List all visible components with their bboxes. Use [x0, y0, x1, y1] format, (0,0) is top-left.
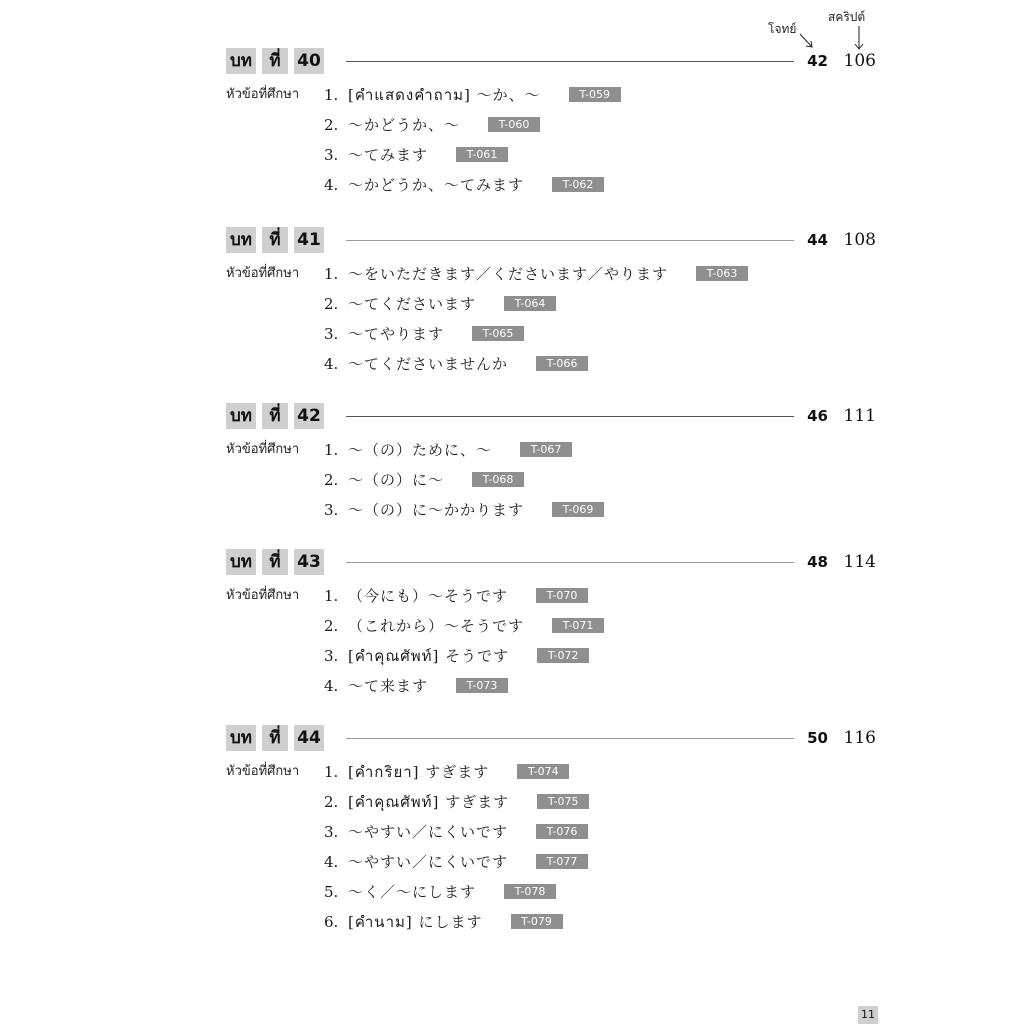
exercise-column-label: โจทย์ — [768, 22, 797, 36]
item-number: 3. — [324, 647, 339, 665]
topic-item — [324, 263, 748, 293]
item-number: 2. — [324, 793, 339, 811]
audio-track-badge: T-072 — [537, 648, 589, 663]
topic-list — [324, 585, 604, 705]
divider-rule — [346, 416, 794, 417]
item-text: ～てくださいませんか — [348, 355, 509, 373]
audio-track-badge: T-062 — [552, 177, 604, 192]
item-number: 2. — [324, 617, 339, 635]
topic-item — [324, 645, 604, 675]
topic-label: หัวข้อที่ศึกษา — [226, 266, 300, 281]
divider-rule — [346, 240, 794, 241]
topic-item — [324, 174, 621, 204]
item-text: ～てくださいます — [348, 295, 477, 313]
exercise-page: 48 — [807, 553, 828, 571]
audio-track-badge: T-076 — [536, 824, 588, 839]
lesson-header — [226, 48, 876, 74]
topic-item — [324, 851, 589, 881]
audio-track-badge: T-059 — [569, 87, 621, 102]
page-number: 11 — [858, 1006, 878, 1024]
topic-item — [324, 585, 604, 615]
item-text: [คำนาม] にします — [348, 913, 483, 931]
lesson-word-chip: บท — [226, 48, 256, 74]
divider-rule — [346, 738, 794, 739]
topic-item — [324, 615, 604, 645]
lesson-number-chip: 43 — [294, 549, 324, 575]
lesson-section — [226, 549, 876, 695]
divider-rule — [346, 61, 794, 62]
topic-label: หัวข้อที่ศึกษา — [226, 87, 300, 102]
lesson-number-chip: 44 — [294, 725, 324, 751]
item-number: 1. — [324, 441, 339, 459]
topic-list — [324, 263, 748, 383]
item-text: ～（の）に～ — [348, 471, 445, 489]
item-number: 4. — [324, 853, 339, 871]
topic-item — [324, 353, 748, 383]
audio-track-badge: T-061 — [456, 147, 508, 162]
topic-item — [324, 439, 604, 469]
topic-item — [324, 144, 621, 174]
audio-track-badge: T-071 — [552, 618, 604, 633]
topic-item — [324, 675, 604, 705]
item-text: ～をいただきます／くださいます／やります — [348, 265, 669, 283]
item-number: 3. — [324, 146, 339, 164]
script-column-label: สคริปต์ — [828, 10, 866, 24]
item-text: [คำกริยา] すぎます — [348, 763, 490, 781]
item-number: 4. — [324, 677, 339, 695]
topic-item — [324, 499, 604, 529]
lesson-thi-chip: ที่ — [262, 48, 288, 74]
lesson-section — [226, 725, 876, 931]
item-number: 1. — [324, 86, 339, 104]
item-text: ～やすい／にくいです — [348, 853, 509, 871]
lesson-section — [226, 227, 876, 373]
topic-label: หัวข้อที่ศึกษา — [226, 588, 300, 603]
item-number: 1. — [324, 265, 339, 283]
item-number: 3. — [324, 823, 339, 841]
topic-item — [324, 323, 748, 353]
item-number: 3. — [324, 501, 339, 519]
lesson-word-chip: บท — [226, 403, 256, 429]
item-number: 4. — [324, 176, 339, 194]
item-number: 2. — [324, 116, 339, 134]
item-text: ～かどうか、～てみます — [348, 176, 525, 194]
topic-item — [324, 293, 748, 323]
lesson-header — [226, 403, 876, 429]
item-number: 3. — [324, 325, 339, 343]
audio-track-badge: T-075 — [537, 794, 589, 809]
exercise-page: 50 — [807, 729, 828, 747]
script-page: 106 — [843, 51, 876, 71]
script-page: 108 — [843, 230, 876, 250]
item-number: 2. — [324, 471, 339, 489]
lesson-thi-chip: ที่ — [262, 725, 288, 751]
item-text: ～て来ます — [348, 677, 429, 695]
script-page: 116 — [843, 728, 876, 748]
audio-track-badge: T-063 — [696, 266, 748, 281]
audio-track-badge: T-064 — [504, 296, 556, 311]
divider-rule — [346, 562, 794, 563]
topic-item — [324, 114, 621, 144]
topic-list — [324, 84, 621, 204]
item-text: （これから）～そうです — [348, 617, 525, 635]
item-text: ～やすい／にくいです — [348, 823, 509, 841]
topic-item — [324, 821, 589, 851]
item-text: [คำแสดงคำถาม] ～か、～ — [348, 86, 541, 104]
script-arrow-icon — [855, 26, 863, 49]
exercise-page: 44 — [807, 231, 828, 249]
lesson-section — [226, 403, 876, 519]
lesson-header — [226, 725, 876, 751]
lesson-number-chip: 41 — [294, 227, 324, 253]
exercise-page: 42 — [807, 52, 828, 70]
lesson-header — [226, 549, 876, 575]
item-text: ～く／～にします — [348, 883, 477, 901]
lesson-thi-chip: ที่ — [262, 549, 288, 575]
audio-track-badge: T-077 — [536, 854, 588, 869]
topic-item — [324, 791, 589, 821]
lesson-word-chip: บท — [226, 549, 256, 575]
lesson-section — [226, 48, 876, 194]
item-text: ～かどうか、～ — [348, 116, 461, 134]
lesson-header — [226, 227, 876, 253]
audio-track-badge: T-069 — [552, 502, 604, 517]
topic-item — [324, 881, 589, 911]
item-text: [คำคุณศัพท์] そうです — [348, 647, 510, 665]
item-number: 1. — [324, 587, 339, 605]
item-number: 2. — [324, 295, 339, 313]
topic-list — [324, 761, 589, 941]
exercise-arrow-icon — [800, 34, 812, 47]
audio-track-badge: T-078 — [504, 884, 556, 899]
exercise-page: 46 — [807, 407, 828, 425]
item-text: ～てやります — [348, 325, 445, 343]
script-page: 111 — [843, 406, 876, 426]
lesson-word-chip: บท — [226, 725, 256, 751]
lesson-thi-chip: ที่ — [262, 227, 288, 253]
audio-track-badge: T-066 — [536, 356, 588, 371]
audio-track-badge: T-073 — [456, 678, 508, 693]
audio-track-badge: T-060 — [488, 117, 540, 132]
item-text: （今にも）～そうです — [348, 587, 509, 605]
topic-label: หัวข้อที่ศึกษา — [226, 764, 300, 779]
audio-track-badge: T-065 — [472, 326, 524, 341]
audio-track-badge: T-068 — [472, 472, 524, 487]
item-number: 5. — [324, 883, 339, 901]
lesson-word-chip: บท — [226, 227, 256, 253]
topic-item — [324, 84, 621, 114]
audio-track-badge: T-070 — [536, 588, 588, 603]
item-number: 6. — [324, 913, 339, 931]
topic-list — [324, 439, 604, 529]
item-number: 4. — [324, 355, 339, 373]
topic-item — [324, 911, 589, 941]
audio-track-badge: T-079 — [511, 914, 563, 929]
topic-item — [324, 761, 589, 791]
script-page: 114 — [843, 552, 876, 572]
item-text: ～てみます — [348, 146, 429, 164]
lesson-thi-chip: ที่ — [262, 403, 288, 429]
item-number: 1. — [324, 763, 339, 781]
item-text: ～（の）ために、～ — [348, 441, 493, 459]
lesson-number-chip: 40 — [294, 48, 324, 74]
lesson-number-chip: 42 — [294, 403, 324, 429]
item-text: [คำคุณศัพท์] すぎます — [348, 793, 510, 811]
audio-track-badge: T-074 — [517, 764, 569, 779]
item-text: ～（の）に～かかります — [348, 501, 525, 519]
topic-item — [324, 469, 604, 499]
audio-track-badge: T-067 — [520, 442, 572, 457]
topic-label: หัวข้อที่ศึกษา — [226, 442, 300, 457]
